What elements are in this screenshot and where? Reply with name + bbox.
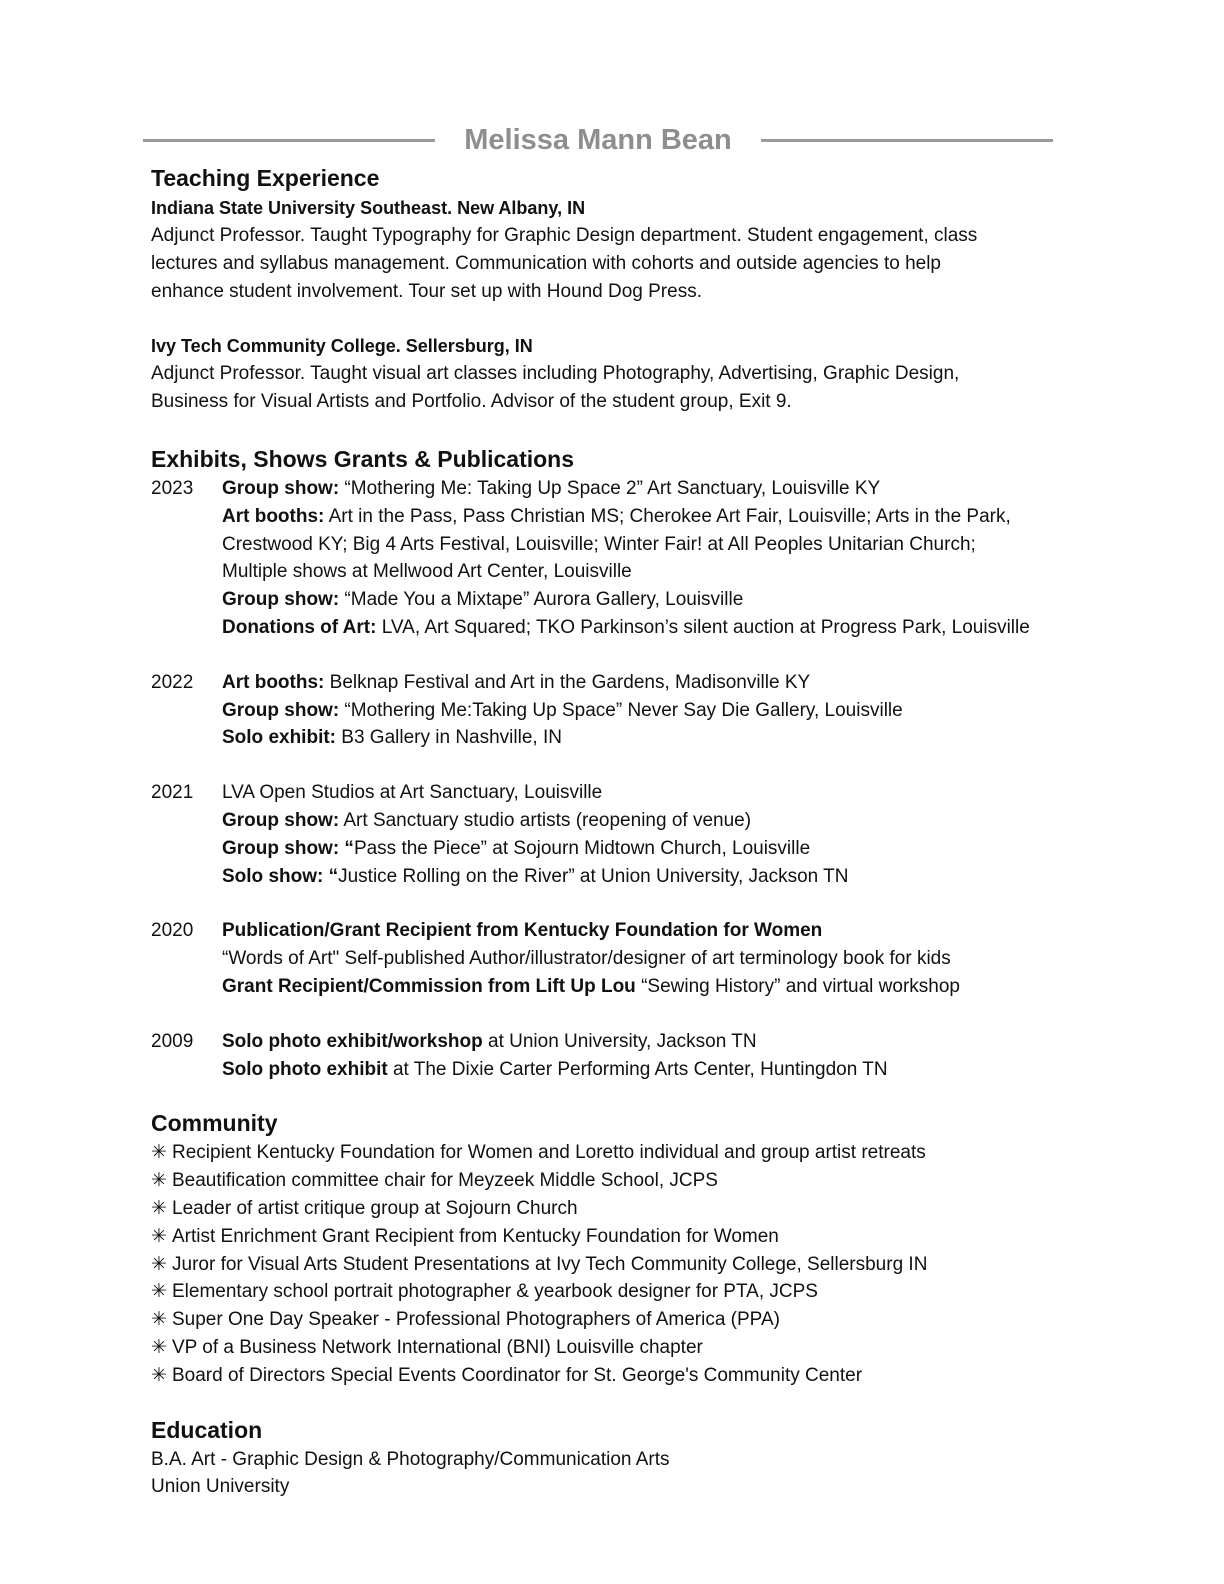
exhibit-entry bbox=[222, 503, 1071, 586]
resume-content bbox=[151, 162, 1071, 1501]
entry-label: Solo show: “ bbox=[222, 865, 339, 887]
entry-label: Solo photo exhibit/workshop bbox=[222, 1030, 483, 1052]
year-entries bbox=[222, 475, 1071, 642]
job-description-line: lectures and syllabus management. Communication with cohorts and outside agencies to help bbox=[151, 252, 942, 274]
community-item bbox=[151, 1306, 1071, 1334]
exhibit-entry bbox=[222, 945, 1071, 973]
star-bullet-icon: ✳ bbox=[151, 1336, 167, 1358]
year-block-2023 bbox=[151, 475, 1071, 642]
exhibit-entry bbox=[222, 917, 1071, 945]
entry-text: Art in the Pass, Pass Christian MS; Cherokee Art Fair, Louisville; Arts in the Park, bbox=[324, 505, 1011, 527]
entry-label: Group show: bbox=[222, 589, 340, 611]
community-item-text: Recipient Kentucky Foundation for Women and Loretto individual and group artist retreats bbox=[172, 1142, 926, 1164]
year-entries bbox=[222, 1028, 1071, 1084]
left-rule bbox=[143, 139, 435, 142]
year-entries bbox=[222, 779, 1071, 890]
exhibit-entry bbox=[222, 724, 1071, 752]
community-heading: Community bbox=[151, 1110, 278, 1137]
star-bullet-icon: ✳ bbox=[151, 1253, 167, 1275]
entry-text: “Mothering Me: Taking Up Space 2” Art Sanctuary, Louisville KY bbox=[339, 477, 881, 499]
community-item-text: Board of Directors Special Events Coordinator for St. George's Community Center bbox=[172, 1364, 863, 1386]
community-item-text: Super One Day Speaker - Professional Photographers of America (PPA) bbox=[172, 1309, 780, 1331]
community-item-text: Leader of artist critique group at Sojourn Church bbox=[172, 1197, 578, 1219]
year-label: 2021 bbox=[151, 782, 194, 804]
entry-text: “Made You a Mixtape” Aurora Gallery, Louisville bbox=[339, 589, 744, 611]
entry-text: Belknap Festival and Art in the Gardens, Madisonville KY bbox=[324, 671, 811, 693]
entry-label: Publication/Grant Recipient from Kentucky Foundation for Women bbox=[222, 920, 823, 942]
entry-continuation: Crestwood KY; Big 4 Arts Festival, Louisville; Winter Fair! at All Peoples Unitarian Church; bbox=[222, 533, 976, 555]
community-item bbox=[151, 1223, 1071, 1251]
entry-label: Group show: bbox=[222, 809, 340, 831]
entry-label: Group show: bbox=[222, 699, 340, 721]
entry-text: Justice Rolling on the River” at Union University, Jackson TN bbox=[338, 865, 849, 887]
exhibit-entry bbox=[222, 863, 1071, 891]
year-label: 2009 bbox=[151, 1030, 194, 1052]
entry-label: Solo exhibit: bbox=[222, 727, 336, 749]
star-bullet-icon: ✳ bbox=[151, 1142, 167, 1164]
exhibit-entry bbox=[222, 614, 1071, 642]
exhibits-heading: Exhibits, Shows Grants & Publications bbox=[151, 445, 575, 472]
year-block-2022 bbox=[151, 669, 1071, 752]
entry-label: Solo photo exhibit bbox=[222, 1058, 388, 1080]
job-description-line: Adjunct Professor. Taught visual art classes including Photography, Advertising, Graphic Design, bbox=[151, 363, 960, 385]
exhibit-entry bbox=[222, 807, 1071, 835]
entry-text: at The Dixie Carter Performing Arts Center, Huntingdon TN bbox=[387, 1058, 888, 1080]
entry-label: Group show: “ bbox=[222, 837, 354, 859]
entry-text: “Words of Art" Self-published Author/illustrator/designer of art terminology book for kids bbox=[222, 948, 951, 970]
year-entries bbox=[222, 669, 1071, 752]
entry-label: Group show: bbox=[222, 477, 340, 499]
community-item-text: Elementary school portrait photographer & yearbook designer for PTA, JCPS bbox=[172, 1281, 818, 1303]
job-description bbox=[151, 222, 1071, 305]
job-description-line: Adjunct Professor. Taught Typography for Graphic Design department. Student engagement, class bbox=[151, 225, 978, 246]
year-entries bbox=[222, 917, 1071, 1000]
community-item bbox=[151, 1167, 1071, 1195]
person-name: Melissa Mann Bean bbox=[464, 123, 732, 156]
exhibit-entry bbox=[222, 835, 1071, 863]
job-description-line: enhance student involvement. Tour set up with Hound Dog Press. bbox=[151, 280, 702, 302]
exhibit-entry bbox=[222, 669, 1071, 697]
education-heading: Education bbox=[151, 1416, 263, 1443]
star-bullet-icon: ✳ bbox=[151, 1364, 167, 1386]
community-item bbox=[151, 1195, 1071, 1223]
year-block-2021 bbox=[151, 779, 1071, 890]
entry-label: Donations of Art: bbox=[222, 616, 377, 638]
community-item-text: Beautification committee chair for Meyzeek Middle School, JCPS bbox=[172, 1170, 718, 1192]
education-details bbox=[151, 1446, 1071, 1502]
exhibit-entry bbox=[222, 586, 1071, 614]
entry-label: Grant Recipient/Commission from Lift Up Lou bbox=[222, 975, 636, 997]
school: Union University bbox=[151, 1476, 290, 1498]
job-org: Ivy Tech Community College. Sellersburg, IN bbox=[151, 336, 533, 357]
job-description-line: Business for Visual Artists and Portfolio. Advisor of the student group, Exit 9. bbox=[151, 391, 792, 413]
exhibit-entry bbox=[222, 1056, 1071, 1084]
year-block-2020 bbox=[151, 917, 1071, 1000]
community-item bbox=[151, 1251, 1071, 1279]
year-label: 2023 bbox=[151, 477, 194, 499]
exhibit-entry bbox=[222, 779, 1071, 807]
entry-label: Art booths: bbox=[222, 671, 325, 693]
exhibit-entry bbox=[222, 1028, 1071, 1056]
exhibit-entry bbox=[222, 475, 1071, 503]
year-label: 2022 bbox=[151, 671, 194, 693]
entry-text: “Sewing History” and virtual workshop bbox=[635, 975, 960, 997]
community-item bbox=[151, 1139, 1071, 1167]
degree: B.A. Art - Graphic Design & Photography/Communication Arts bbox=[151, 1448, 670, 1470]
star-bullet-icon: ✳ bbox=[151, 1170, 167, 1192]
year-label: 2020 bbox=[151, 920, 194, 942]
entry-label: Art booths: bbox=[222, 505, 325, 527]
exhibit-entry bbox=[222, 697, 1071, 725]
entry-text: LVA, Art Squared; TKO Parkinson’s silent auction at Progress Park, Louisville bbox=[376, 616, 1030, 638]
entry-text: Art Sanctuary studio artists (reopening of venue) bbox=[339, 809, 752, 831]
job-description bbox=[151, 360, 1071, 416]
star-bullet-icon: ✳ bbox=[151, 1309, 167, 1331]
star-bullet-icon: ✳ bbox=[151, 1197, 167, 1219]
entry-text: B3 Gallery in Nashville, IN bbox=[336, 727, 562, 749]
community-item-text: Juror for Visual Arts Student Presentations at Ivy Tech Community College, Sellersburg IN bbox=[172, 1253, 928, 1275]
entry-text: Pass the Piece” at Sojourn Midtown Church, Louisville bbox=[353, 837, 811, 859]
community-item-text: Artist Enrichment Grant Recipient from Kentucky Foundation for Women bbox=[172, 1225, 779, 1247]
community-item bbox=[151, 1362, 1071, 1390]
star-bullet-icon: ✳ bbox=[151, 1281, 167, 1303]
entry-text: “Mothering Me:Taking Up Space” Never Say Die Gallery, Louisville bbox=[339, 699, 903, 721]
entry-text: at Union University, Jackson TN bbox=[482, 1030, 757, 1052]
entry-continuation: Multiple shows at Mellwood Art Center, Louisville bbox=[222, 561, 632, 583]
community-item bbox=[151, 1334, 1071, 1362]
name-header bbox=[143, 118, 1053, 162]
teaching-heading: Teaching Experience bbox=[151, 165, 380, 191]
right-rule bbox=[761, 139, 1053, 142]
entry-text: LVA Open Studios at Art Sanctuary, Louisville bbox=[222, 782, 603, 804]
job-org: Indiana State University Southeast. New Albany, IN bbox=[151, 198, 586, 218]
year-block-2009 bbox=[151, 1028, 1071, 1084]
community-item-text: VP of a Business Network International (BNI) Louisville chapter bbox=[172, 1336, 703, 1358]
community-item bbox=[151, 1278, 1071, 1306]
star-bullet-icon: ✳ bbox=[151, 1225, 167, 1247]
exhibit-entry bbox=[222, 973, 1071, 1001]
